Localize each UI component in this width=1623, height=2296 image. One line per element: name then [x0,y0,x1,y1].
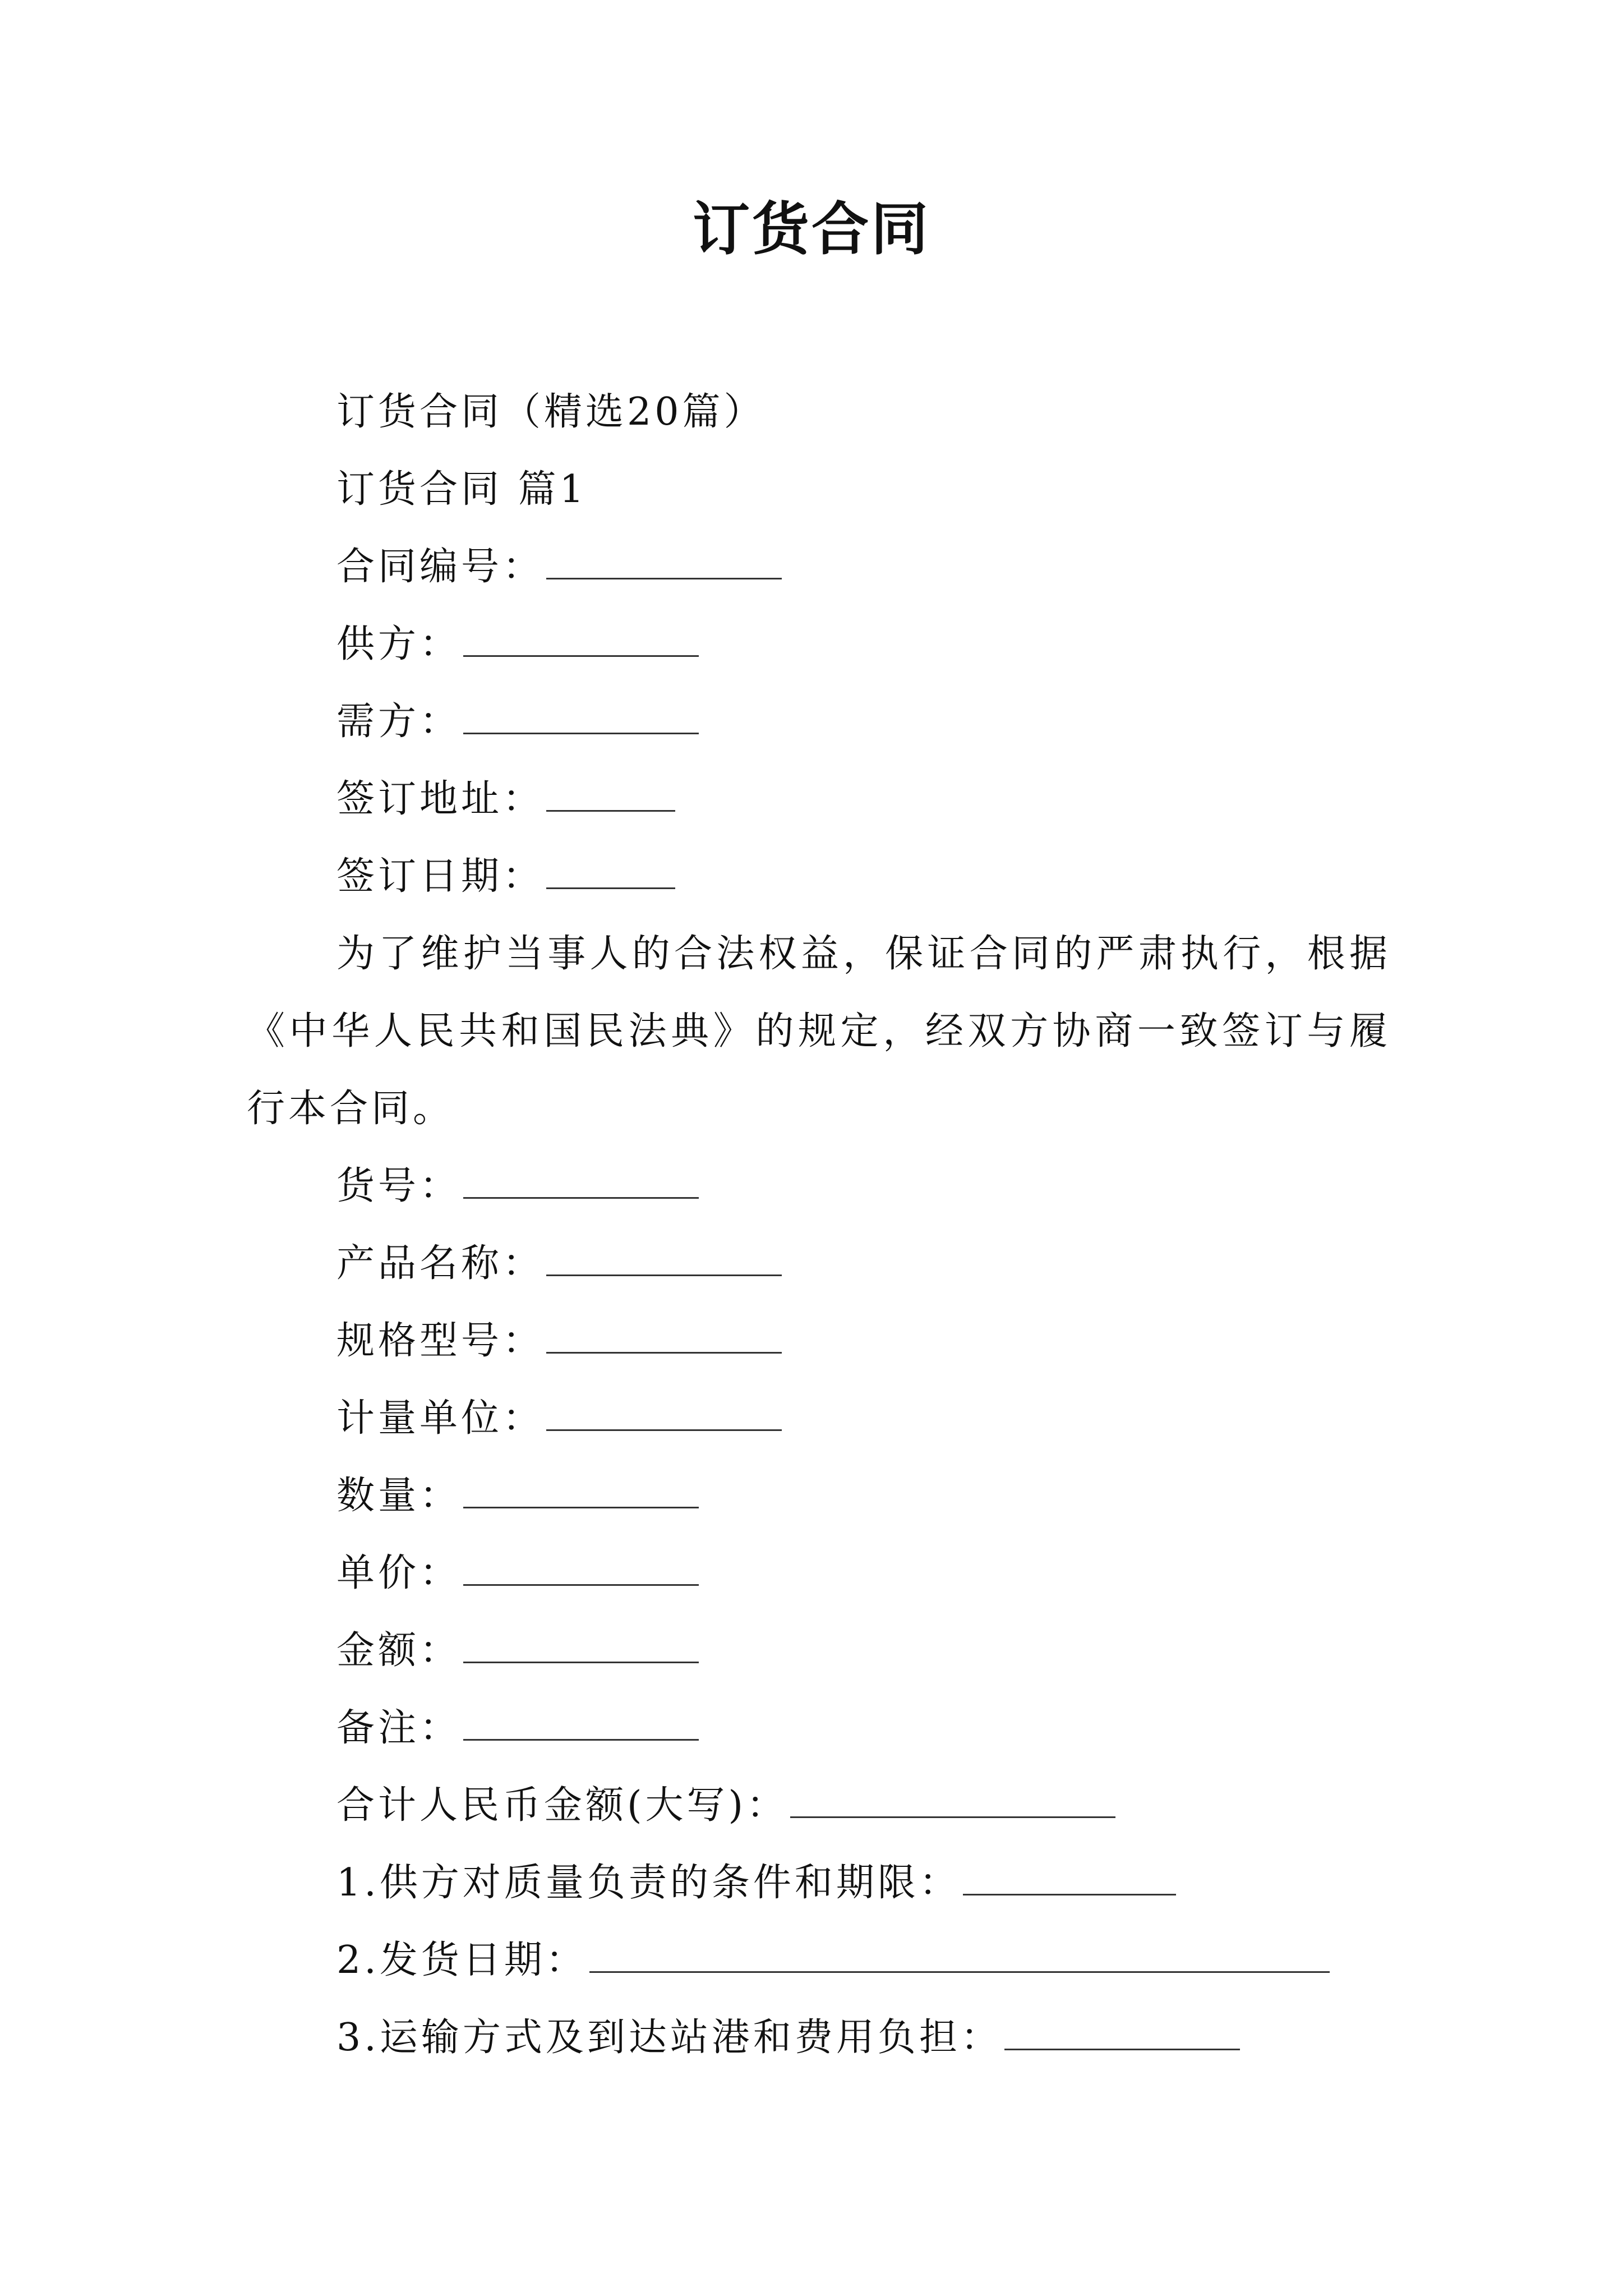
subtitle-text: 订货合同（精选20篇） [336,390,766,434]
field-signing-date [247,838,1391,915]
fill-in-blank [589,1938,1330,1973]
field-label: 合计人民币金额(大写)： [336,1783,789,1828]
section-heading [247,451,1391,528]
field-quantity [247,1457,1391,1535]
fill-in-blank [463,1163,699,1199]
field-buyer [247,683,1391,761]
clause-delivery-date [247,1922,1391,1999]
field-unit [247,1380,1391,1457]
field-supplier [247,606,1391,683]
fill-in-blank [463,1705,699,1741]
field-label: 产品名称： [336,1241,545,1286]
clause-quality [247,1844,1391,1922]
field-product-name [247,1225,1391,1303]
clause-label: 2.发货日期： [336,1938,587,1982]
subtitle [247,374,1391,451]
field-label: 需方： [336,700,462,744]
field-unit-price [247,1535,1391,1612]
field-total-amount [247,1767,1391,1844]
document-title: 订货合同 [693,196,930,263]
clause-label: 1.供方对质量负责的条件和期限： [336,1861,961,1905]
field-label: 签订日期： [336,854,545,899]
fill-in-blank [1004,2015,1240,2050]
field-label: 货号： [336,1164,462,1208]
field-item-number [247,1148,1391,1225]
intro-paragraph: 为了维护当事人的合法权益，保证合同的严肃执行，根据《中华人民共和国民法典》的规定，经双方协商一致签订与履行本合同。 [247,932,1391,1131]
field-contract-number [247,528,1391,606]
fill-in-blank [546,544,782,579]
field-amount [247,1612,1391,1690]
clause-transport [247,1999,1391,2077]
field-signing-address [247,761,1391,838]
fill-in-blank [546,854,675,889]
field-label: 金额： [336,1628,462,1673]
fill-in-blank [463,1473,699,1508]
fill-in-blank [546,1318,782,1354]
field-label: 合同编号： [336,545,545,589]
field-label: 数量： [336,1474,462,1518]
field-label: 单价： [336,1551,462,1595]
fill-in-blank [790,1783,1115,1818]
field-label: 计量单位： [336,1396,545,1441]
fill-in-blank [463,622,699,657]
field-label: 规格型号： [336,1319,545,1363]
fill-in-blank [463,699,699,734]
field-remarks [247,1690,1391,1767]
field-label: 签订地址： [336,777,545,821]
field-label: 备注： [336,1706,462,1750]
field-label: 供方： [336,622,462,666]
fill-in-blank [463,1550,699,1586]
fill-in-blank [546,776,675,812]
fill-in-blank [963,1860,1176,1895]
fill-in-blank [546,1241,782,1276]
clause-label: 3.运输方式及到达站港和费用负担： [336,2016,1002,2060]
fill-in-blank [546,1396,782,1431]
section-heading-text: 订货合同 篇1 [336,467,587,512]
field-model [247,1303,1391,1380]
document-body [247,374,1391,2077]
fill-in-blank [463,1628,699,1663]
